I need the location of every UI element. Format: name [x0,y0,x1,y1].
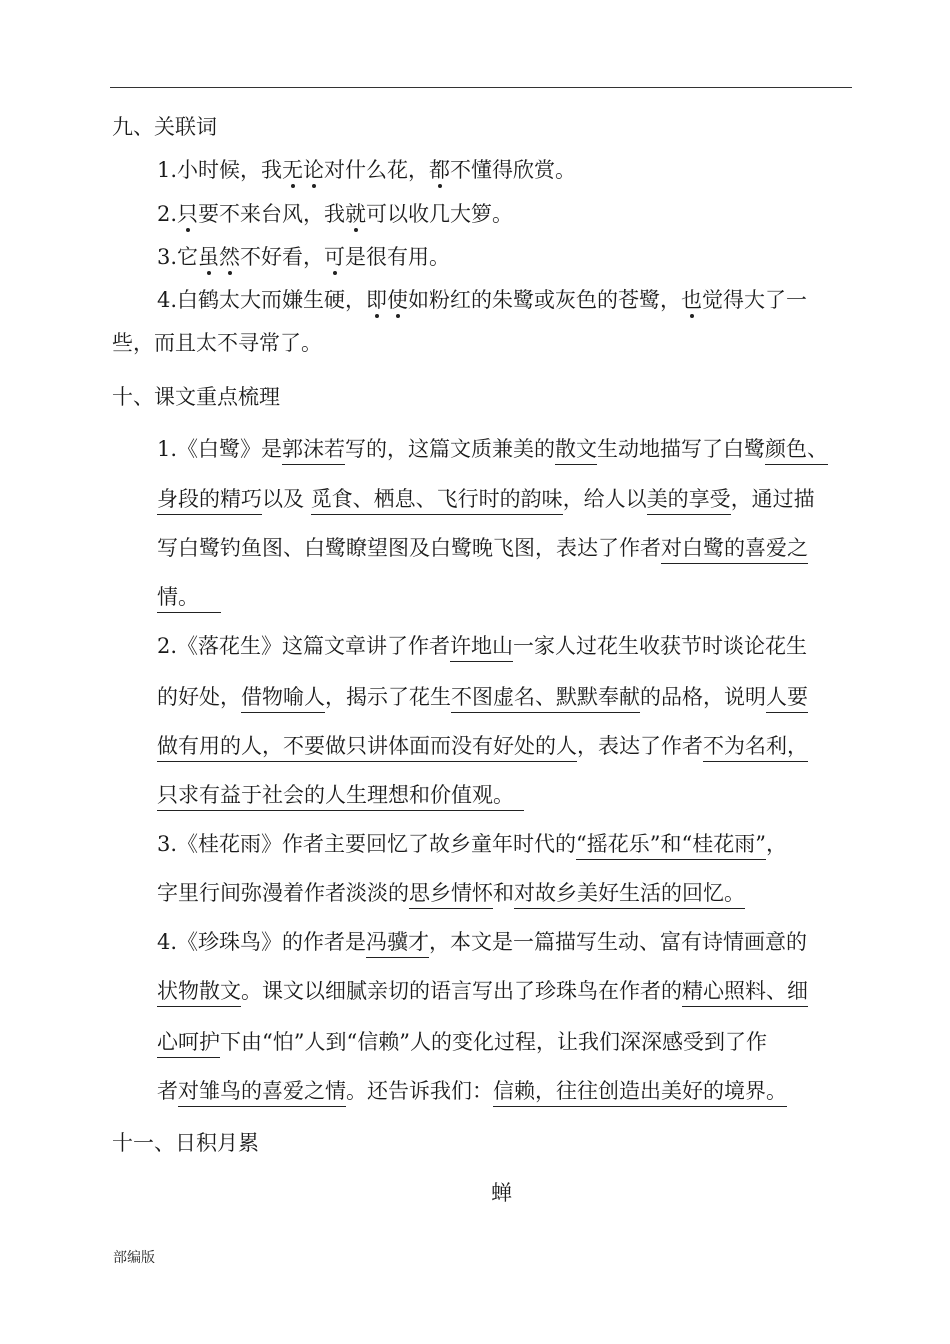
answer-blank: 不图虚名、默默奉献 [451,685,640,713]
section-heading-9: 九、关联词 [112,115,217,139]
answer-blank: 精心照料、细 [682,979,808,1007]
text: 的品格，说明 [640,685,766,709]
text: 3.《桂花雨》作者主要回忆了故乡童年时代的 [157,832,577,856]
text: 4.《珍珠鸟》的作者是 [157,930,367,954]
conj-item-2 [157,201,513,227]
text: 1.《白鹭》是 [157,437,283,461]
emphasis-char: 虽 [198,245,220,269]
answer-blank: 心呵护 [157,1030,220,1058]
conj-item-1 [157,157,576,183]
text: 些，而且太不寻常了。 [112,331,322,355]
text: 是很有用。 [345,245,451,269]
section-heading-11: 十一、日积月累 [112,1131,259,1155]
answer-blank: “摇花乐”和“桂花雨” [576,832,766,860]
answer-blank: 人要 [766,685,808,713]
answer-blank: 思乡情怀 [409,881,493,909]
answer-blank: 借物喻人 [241,685,325,713]
emphasis-char: 也 [681,288,703,312]
emphasis-char: 可 [324,245,346,269]
text: 3.它 [157,245,199,269]
review-line [157,535,808,561]
answer-blank: 颜色、 [765,437,828,465]
text: 可以收几大箩。 [366,202,514,226]
poem-title: 蝉 [491,1181,512,1205]
text: 。课文以细腻亲切的语言写出了珍珠鸟在作者的 [241,979,682,1003]
answer-blank: 状物散文 [157,979,241,1007]
text: 不好看， [240,245,325,269]
answer-blank: 觅食、栖息、飞行时的韵味 [311,487,563,515]
text: 4.白鹤太大而嫌生硬， [157,288,367,312]
footer-label: 部编版 [113,1250,155,1266]
text: 和 [493,881,514,905]
review-line [157,782,524,808]
text: 写白鹭钓鱼图、白鹭瞭望图及白鹭晚飞图，表达了作者 [157,536,661,560]
review-line [157,733,808,759]
conj-item-3 [157,244,450,270]
text: 觉得大了一 [702,288,808,312]
text: ，本文是一篇描写生动、富有诗情画意的 [429,930,808,954]
text: 对什么花， [324,158,430,182]
answer-blank: 做有用的人，不要做只讲体面而没有好处的人 [157,734,577,762]
text: 2.《落花生》这篇文章讲了作者 [157,634,451,658]
answer-blank: 冯骥才 [366,930,429,958]
text: ，通过描 [730,487,815,511]
answer-blank: 美的享受 [647,487,731,515]
text: 如粉红的朱鹭或灰色的苍鹭， [408,288,682,312]
emphasis-char: 然 [219,245,241,269]
review-line [157,684,808,710]
answer-blank: 对故乡美好生活的回忆。 [514,881,745,909]
review-line [157,1078,787,1104]
text: 字里行间弥漫着作者淡淡的 [157,881,409,905]
text: 的好处， [157,685,241,709]
answer-blank: 对雏鸟的喜爱之情 [178,1079,346,1107]
answer-blank: 许地山 [450,634,513,662]
review-line [157,436,828,462]
header-rule [110,87,852,88]
emphasis-char: 都 [429,158,451,182]
answer-blank: 对白鹭的喜爱之 [661,536,808,564]
text: 要不来台风，我 [198,202,346,226]
conj-item-4 [157,287,807,313]
text: 写的，这篇文质兼美的 [345,437,556,461]
text: 不懂得欣赏。 [450,158,577,182]
text: 生动地描写了白鹭 [597,437,766,461]
section-heading-10: 十、课文重点梳理 [112,385,280,409]
emphasis-char: 就 [345,202,367,226]
emphasis-char: 只 [177,202,199,226]
answer-blank: 只求有益于社会的人生理想和价值观。 [157,783,524,811]
text: ，给人以 [562,487,647,511]
review-line [157,831,787,857]
text: 。还告诉我们： [346,1079,493,1103]
text: 者 [157,1079,178,1103]
review-line [157,880,745,906]
text: 2. [157,202,178,226]
review-line [157,1029,767,1055]
text: ，揭示了花生 [325,685,451,709]
text: ，表达了作者 [577,734,703,758]
answer-blank: 郭沫若 [282,437,345,465]
text: ， [766,832,787,856]
review-line [157,584,221,610]
answer-blank: 散文 [555,437,597,465]
review-line [157,486,815,512]
emphasis-char: 论 [303,158,325,182]
review-line [157,633,807,659]
text: 1.小时候，我 [157,158,283,182]
answer-blank: 信赖，往往创造出美好的境界。 [493,1079,787,1107]
text: 一家人过花生收获节时谈论花生 [513,634,808,658]
answer-blank: 身段的精巧 [157,487,262,515]
answer-blank: 情。 [157,585,221,613]
review-line [157,929,807,955]
text: 以及 [262,487,311,511]
review-line [157,978,808,1004]
emphasis-char: 无 [282,158,304,182]
text: 下由“怕”人到“信赖”人的变化过程，让我们深深感受到了作 [220,1030,767,1054]
conj-item-4-cont [112,330,322,356]
answer-blank: 不为名利， [703,734,808,762]
emphasis-char: 使 [387,288,409,312]
emphasis-char: 即 [366,288,388,312]
